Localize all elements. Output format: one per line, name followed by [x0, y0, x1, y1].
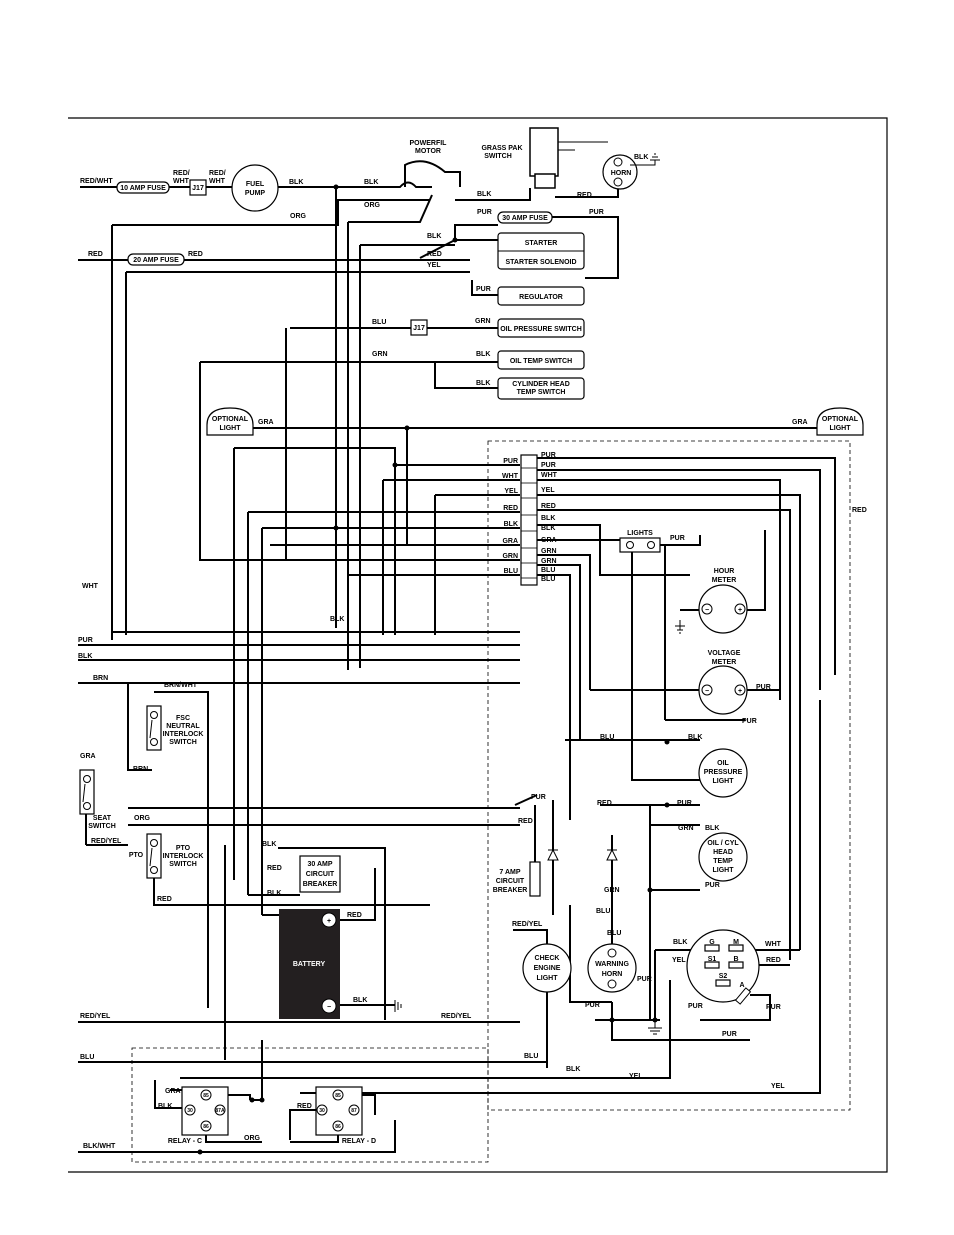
wire-label: RED/YEL: [512, 921, 543, 928]
fsc-label-3: INTERLOCK: [162, 731, 204, 738]
wire-label: BLK/WHT: [83, 1143, 116, 1150]
minus-icon-v: −: [704, 688, 710, 695]
grass-pak-label-2: SWITCH: [484, 153, 512, 160]
optional-light-label-2: LIGHT: [219, 425, 241, 432]
battery: [279, 909, 340, 1019]
wire-label: BLK: [476, 351, 491, 358]
wire-label: RED: [88, 251, 103, 258]
wire-labels: [78, 154, 867, 1150]
cyl-head-label-2: TEMP SWITCH: [516, 389, 566, 396]
diode-icon-2: [607, 850, 617, 860]
pto-label: PTO: [175, 845, 191, 852]
battery-minus-icon: −: [326, 1004, 332, 1011]
relay-c-pin85: 85: [203, 1093, 209, 1099]
key-a-label: A: [739, 982, 745, 989]
wire-label: BLK: [634, 154, 649, 161]
check-engine-label-3: LIGHT: [536, 975, 558, 982]
wire-label: BLK: [427, 233, 442, 240]
harness-right-label: YEL: [541, 487, 555, 494]
wire-label: BLK: [477, 191, 492, 198]
relay-c-label: RELAY - C: [167, 1138, 203, 1145]
cyl-head-temp-light: [699, 833, 747, 881]
optional-light-label-r: OPTIONAL: [821, 416, 859, 423]
wire-label: GRA: [792, 419, 808, 426]
fuse-30-label: 30 AMP FUSE: [502, 215, 548, 222]
breaker30-label-2: CIRCUIT: [305, 871, 335, 878]
fsc-label-4: SWITCH: [169, 739, 197, 746]
wire-label: BLU: [596, 908, 611, 915]
wire-label: BLK: [566, 1066, 581, 1073]
harness-left-label: BLU: [503, 568, 518, 575]
wire-label: PUR: [531, 794, 546, 801]
oil-light-label-3: LIGHT: [712, 778, 734, 785]
fuse-20-label: 20 AMP FUSE: [133, 257, 179, 264]
wire-label: RED/YEL: [441, 1013, 472, 1020]
harness-left-label: GRN: [502, 553, 518, 560]
wire-label: ORG: [244, 1135, 260, 1142]
cyl-light-label-4: LIGHT: [712, 867, 734, 874]
wire-label: PUR: [476, 286, 491, 293]
wire-label: BLK: [289, 179, 304, 186]
minus-icon: −: [704, 607, 710, 614]
wire-label: WHT: [173, 178, 189, 185]
wire-label: YEL: [427, 262, 441, 269]
wire-label: BLK: [476, 380, 491, 387]
wire-label: PUR: [722, 1031, 737, 1038]
fuse-20-amp: [128, 254, 184, 265]
oil-light-label: OIL: [717, 760, 729, 767]
relay-c-pin87a: 87A: [215, 1108, 225, 1114]
wire-label: BRN: [93, 675, 109, 682]
wire-label: RED/YEL: [91, 838, 122, 845]
harness-right-label: BLU: [541, 576, 556, 583]
voltage-meter-label: VOLTAGE: [707, 650, 741, 657]
starter-solenoid: [498, 233, 584, 269]
wire-label: BLU: [600, 734, 615, 741]
breaker-30-amp: [300, 856, 340, 892]
fuse-30-amp: [498, 212, 552, 223]
cyl-head-label: CYLINDER HEAD: [512, 381, 570, 388]
relay-c: [168, 1087, 228, 1145]
hour-meter-label-2: METER: [711, 577, 737, 584]
fuel-pump-label: FUEL: [245, 181, 265, 188]
wire-label: YEL: [771, 1083, 785, 1090]
wire-label: BLK: [364, 179, 379, 186]
wire-label: GRN: [475, 318, 491, 325]
wire-label: BLU: [80, 1054, 95, 1061]
wire-label: BLU: [607, 930, 622, 937]
oil-temp-switch-label: OIL TEMP SWITCH: [509, 358, 573, 365]
fuel-pump-label-2: PUMP: [244, 190, 266, 197]
grass-pak-label: GRASS PAK: [481, 145, 523, 152]
wire-label: RED: [347, 912, 362, 919]
oil-pressure-switch-label: OIL PRESSURE SWITCH: [500, 326, 582, 333]
hour-meter: [675, 568, 747, 633]
relay-d-pin87: 87: [351, 1108, 357, 1114]
connector-j17-blu: [411, 320, 427, 335]
key-switch: [687, 930, 759, 1004]
wire-label: BLK: [330, 616, 345, 623]
harness-right-label: PUR: [541, 462, 556, 469]
wire-label: GRN: [678, 825, 694, 832]
horn: [603, 154, 660, 189]
wire-label: RED: [297, 1103, 312, 1110]
harness-right-label: BLK: [541, 525, 556, 532]
powerfil-label: POWERFIL: [409, 140, 447, 147]
warning-horn-label: WARNING: [595, 961, 629, 968]
wire-label: PUR: [637, 976, 652, 983]
relay-d-label: RELAY - D: [341, 1138, 377, 1145]
wire-label: BLK: [688, 734, 703, 741]
starter-solenoid-label: STARTER SOLENOID: [505, 259, 577, 266]
fsc-label-2: NEUTRAL: [166, 723, 200, 730]
wire-label: PUR: [742, 718, 757, 725]
check-engine-light: [523, 944, 571, 992]
optional-light-right: [817, 408, 863, 435]
wire-label: RED: [852, 507, 867, 514]
relay-d-pin30: 30: [319, 1108, 325, 1114]
check-engine-label: CHECK: [534, 955, 560, 962]
wire-label: RED: [157, 896, 172, 903]
optional-light-left: [207, 408, 253, 435]
wire-label: ORG: [364, 202, 380, 209]
wire-label: BLK: [673, 939, 688, 946]
key-s2-label: S2: [718, 973, 728, 980]
pto-side-label: PTO: [128, 852, 144, 859]
voltage-meter: [699, 650, 747, 714]
wire-label: RED/: [209, 170, 226, 177]
horn-label: HORN: [610, 170, 632, 177]
key-g-label: G: [709, 939, 715, 946]
wire-label: PUR: [477, 209, 492, 216]
breaker-7-amp: [493, 862, 540, 896]
wire-label: WHT: [209, 178, 225, 185]
seat-label-2: SWITCH: [88, 823, 116, 830]
harness-left-label: GRA: [502, 538, 518, 545]
wire-label: PUR: [670, 535, 685, 542]
splice-dots: [198, 185, 670, 1155]
warning-horn: [588, 944, 636, 992]
lights-label: LIGHTS: [627, 530, 653, 537]
key-b-label: B: [733, 956, 739, 963]
wire-label: BLU: [524, 1053, 539, 1060]
wire-label: PUR: [677, 800, 692, 807]
regulator: [498, 287, 584, 305]
wire-label: ORG: [134, 815, 150, 822]
wire-label: BLK: [158, 1103, 173, 1110]
battery-plus-icon: +: [326, 918, 332, 925]
hour-meter-label: HOUR: [713, 568, 735, 575]
wire-label: RED/WHT: [80, 178, 113, 185]
breaker30-label: 30 AMP: [307, 861, 333, 868]
j17-label-top: J17: [192, 185, 204, 192]
oil-temp-switch: [498, 351, 584, 369]
harness-left-label: PUR: [503, 458, 518, 465]
fuel-pump: [232, 165, 278, 211]
fsc-label: FSC: [176, 715, 190, 722]
wire-label: BLK: [78, 653, 93, 660]
pto-label-3: SWITCH: [169, 861, 197, 868]
wire-label: RED: [518, 818, 533, 825]
plus-icon-v: +: [737, 688, 743, 695]
relay-c-pin86: 86: [203, 1124, 209, 1130]
optional-light-label-r2: LIGHT: [829, 425, 851, 432]
harness-left-label: WHT: [502, 473, 518, 480]
wire-label: GRA: [80, 753, 96, 760]
wire-label: RED: [188, 251, 203, 258]
oil-pressure-switch: [498, 319, 584, 337]
wire-label: RED: [427, 251, 442, 258]
seat-label: SEAT: [92, 815, 112, 822]
wire-label: BLK: [267, 890, 282, 897]
ground-icon-battery: [395, 1000, 401, 1012]
warning-horn-label-2: HORN: [601, 971, 623, 978]
ground-icon: [675, 620, 685, 633]
wire-label: BLK: [262, 841, 277, 848]
relay-d-pin85: 85: [335, 1093, 341, 1099]
wire-label: PUR: [756, 684, 771, 691]
battery-label: BATTERY: [292, 961, 326, 968]
regulator-label: REGULATOR: [519, 294, 563, 301]
breaker30-label-3: BREAKER: [302, 881, 338, 888]
wire-label: BLK: [705, 825, 720, 832]
harness-left-label: YEL: [504, 488, 518, 495]
wire-label: ORG: [290, 213, 306, 220]
wire-label: RED/: [173, 170, 190, 177]
wire-label: BRN/WHT: [164, 682, 198, 689]
breaker7-label: 7 AMP: [499, 869, 521, 876]
j17-label-blu: J17: [413, 325, 425, 332]
wire-label: GRA: [258, 419, 274, 426]
cyl-light-label-3: TEMP: [713, 858, 733, 865]
fuse-10-amp: [117, 182, 169, 193]
harness-right-label: GRN: [541, 548, 557, 555]
wire-label: WHT: [82, 583, 98, 590]
oil-light-label-2: PRESSURE: [703, 769, 743, 776]
oil-pressure-light: [699, 749, 747, 797]
pto-label-2: INTERLOCK: [162, 853, 204, 860]
harness-right-label: BLU: [541, 567, 556, 574]
harness-right-label: GRA: [541, 537, 557, 544]
wire-label: BRN: [133, 766, 149, 773]
harness-right-label: GRN: [541, 558, 557, 565]
wire-label: RED: [597, 800, 612, 807]
harness-right-label: PUR: [541, 452, 556, 459]
wire-label: RED: [577, 192, 592, 199]
harness-right-label: WHT: [541, 472, 557, 479]
wire-label: WHT: [765, 941, 781, 948]
fuse-10-label: 10 AMP FUSE: [120, 185, 166, 192]
relay-d-pin86: 86: [335, 1124, 341, 1130]
wire-label: YEL: [672, 957, 686, 964]
diode-icon: [548, 850, 558, 860]
harness-left-label: BLK: [503, 521, 518, 528]
wire-label: PUR: [78, 637, 93, 644]
wire-label: RED/YEL: [80, 1013, 111, 1020]
grass-pak-switch: [530, 128, 608, 188]
cyl-light-label: OIL / CYL: [707, 840, 739, 847]
wire-label: RED: [267, 865, 282, 872]
wire-label: RED: [766, 957, 781, 964]
lights-switch: [620, 530, 660, 552]
wire-label: YEL: [629, 1073, 643, 1080]
fsc-interlock-switch: [147, 706, 203, 750]
wire-label: BLU: [372, 319, 387, 326]
key-s1-label: S1: [707, 956, 717, 963]
powerfil-label-2: MOTOR: [415, 148, 441, 155]
wire-label: PUR: [585, 1002, 600, 1009]
cyl-light-label-2: HEAD: [713, 849, 733, 856]
wire-label: GRN: [372, 351, 388, 358]
wire-label: BLK: [353, 997, 368, 1004]
wire-label: GRN: [604, 887, 620, 894]
wire-label: PUR: [705, 882, 720, 889]
wire-label: PUR: [589, 209, 604, 216]
check-engine-label-2: ENGINE: [533, 965, 561, 972]
breaker7-label-3: BREAKER: [492, 887, 528, 894]
voltage-meter-label-2: METER: [711, 659, 737, 666]
key-m-label: M: [733, 939, 739, 946]
cylinder-head-temp-switch: [498, 378, 584, 399]
wire-label: PUR: [688, 1003, 703, 1010]
wire-label: PUR: [766, 1004, 781, 1011]
starter-label: STARTER: [524, 240, 558, 247]
optional-light-label: OPTIONAL: [211, 416, 249, 423]
harness-right-label: BLK: [541, 515, 556, 522]
wire-label: GRA: [165, 1088, 181, 1095]
connector-j17-top: [190, 180, 206, 195]
breaker7-label-2: CIRCUIT: [495, 878, 525, 885]
harness-left-label: RED: [503, 505, 518, 512]
relay-c-pin30: 30: [187, 1108, 193, 1114]
pto-interlock-switch: [129, 834, 204, 878]
harness-right-label: RED: [541, 503, 556, 510]
plus-icon: +: [737, 607, 743, 614]
